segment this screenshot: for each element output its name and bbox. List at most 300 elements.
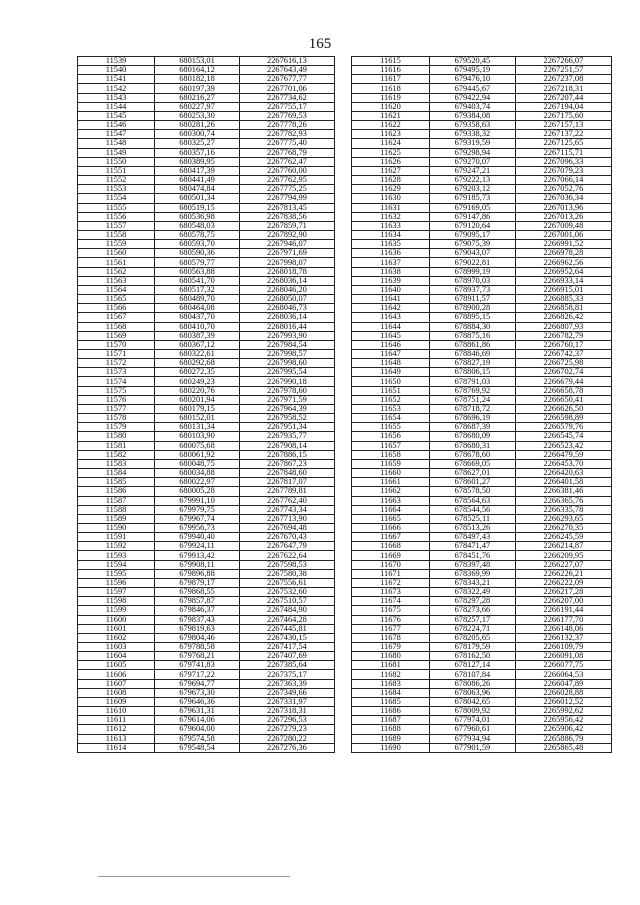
table-row — [352, 340, 612, 349]
x-coordinate-cell: 680389,95 — [155, 157, 240, 166]
x-coordinate-cell: 678042,65 — [430, 697, 516, 706]
table-row — [78, 707, 335, 716]
x-coordinate-cell: 680536,98 — [155, 212, 240, 221]
x-coordinate-cell: 680034,88 — [155, 469, 240, 478]
table-row — [352, 414, 612, 423]
page-number: 165 — [308, 36, 332, 52]
point-number-cell: 11548 — [78, 139, 155, 148]
y-coordinate-cell: 2267859,71 — [239, 221, 334, 230]
y-coordinate-cell: 2266933,14 — [515, 276, 611, 285]
y-coordinate-cell: 2266028,88 — [515, 688, 611, 697]
table-row — [78, 102, 335, 111]
x-coordinate-cell: 679857,87 — [155, 597, 240, 606]
y-coordinate-cell: 2266270,35 — [515, 523, 611, 532]
point-number-cell: 11611 — [78, 716, 155, 725]
y-coordinate-cell: 2267775,25 — [239, 185, 334, 194]
table-row — [78, 551, 335, 560]
x-coordinate-cell: 678601,27 — [430, 478, 516, 487]
point-number-cell: 11565 — [78, 295, 155, 304]
table-row — [78, 459, 335, 468]
x-coordinate-cell: 678687,39 — [430, 423, 516, 432]
point-number-cell: 11542 — [78, 84, 155, 93]
point-number-cell: 11575 — [78, 386, 155, 395]
point-number-cell: 11607 — [78, 679, 155, 688]
footer-rule — [98, 876, 290, 877]
x-coordinate-cell: 679717,22 — [155, 670, 240, 679]
y-coordinate-cell: 2267009,48 — [515, 221, 611, 230]
x-coordinate-cell: 679991,10 — [155, 496, 240, 505]
y-coordinate-cell: 2267445,81 — [239, 624, 334, 633]
point-number-cell: 11671 — [352, 569, 430, 578]
y-coordinate-cell: 2267643,49 — [239, 66, 334, 75]
x-coordinate-cell: 678827,19 — [430, 359, 516, 368]
x-coordinate-cell: 680437,70 — [155, 313, 240, 322]
y-coordinate-cell: 2267115,71 — [515, 148, 611, 157]
y-coordinate-cell: 2267175,60 — [515, 111, 611, 120]
y-coordinate-cell: 2266365,76 — [515, 496, 611, 505]
y-coordinate-cell: 2267762,47 — [239, 157, 334, 166]
x-coordinate-cell: 680489,70 — [155, 295, 240, 304]
y-coordinate-cell: 2266226,21 — [515, 569, 611, 578]
table-row — [78, 258, 335, 267]
x-coordinate-cell: 678471,47 — [430, 542, 516, 551]
point-number-cell: 11612 — [78, 725, 155, 734]
x-coordinate-cell: 680300,74 — [155, 130, 240, 139]
table-row — [78, 432, 335, 441]
x-coordinate-cell: 678911,57 — [430, 295, 516, 304]
table-row — [78, 230, 335, 239]
table-row — [78, 560, 335, 569]
y-coordinate-cell: 2268018,78 — [239, 267, 334, 276]
point-number-cell: 11616 — [352, 66, 430, 75]
point-number-cell: 11664 — [352, 505, 430, 514]
table-row — [78, 395, 335, 404]
x-coordinate-cell: 679673,30 — [155, 688, 240, 697]
table-row — [352, 652, 612, 661]
table-row — [352, 221, 612, 230]
table-row — [352, 551, 612, 560]
y-coordinate-cell: 2267598,53 — [239, 560, 334, 569]
x-coordinate-cell: 678369,99 — [430, 569, 516, 578]
point-number-cell: 11678 — [352, 633, 430, 642]
y-coordinate-cell: 2267013,26 — [515, 212, 611, 221]
table-row — [352, 496, 612, 505]
table-row — [352, 304, 612, 313]
coordinates-table-left — [77, 56, 335, 753]
point-number-cell: 11681 — [352, 661, 430, 670]
table-row — [78, 441, 335, 450]
x-coordinate-cell: 680367,12 — [155, 340, 240, 349]
table-row — [352, 560, 612, 569]
x-coordinate-cell: 680048,75 — [155, 459, 240, 468]
point-number-cell: 11687 — [352, 716, 430, 725]
point-number-cell: 11573 — [78, 368, 155, 377]
point-number-cell: 11655 — [352, 423, 430, 432]
table-row — [352, 66, 612, 75]
point-number-cell: 11595 — [78, 569, 155, 578]
x-coordinate-cell: 679147,86 — [430, 212, 516, 221]
table-row — [78, 716, 335, 725]
x-coordinate-cell: 678884,30 — [430, 322, 516, 331]
y-coordinate-cell: 2267266,07 — [515, 57, 611, 66]
x-coordinate-cell: 677901,59 — [430, 743, 516, 752]
y-coordinate-cell: 2266091,08 — [515, 652, 611, 661]
point-number-cell: 11592 — [78, 542, 155, 551]
point-number-cell: 11585 — [78, 478, 155, 487]
table-row — [78, 313, 335, 322]
point-number-cell: 11673 — [352, 588, 430, 597]
table-row — [352, 588, 612, 597]
point-number-cell: 11672 — [352, 578, 430, 587]
point-number-cell: 11639 — [352, 276, 430, 285]
x-coordinate-cell: 680519,15 — [155, 203, 240, 212]
y-coordinate-cell: 2267892,90 — [239, 230, 334, 239]
y-coordinate-cell: 2266214,87 — [515, 542, 611, 551]
point-number-cell: 11661 — [352, 478, 430, 487]
x-coordinate-cell: 678875,16 — [430, 331, 516, 340]
y-coordinate-cell: 2266962,56 — [515, 258, 611, 267]
y-coordinate-cell: 2266207,00 — [515, 597, 611, 606]
y-coordinate-cell: 2266626,50 — [515, 404, 611, 413]
x-coordinate-cell: 678846,69 — [430, 350, 516, 359]
y-coordinate-cell: 2267734,62 — [239, 93, 334, 102]
y-coordinate-cell: 2266453,70 — [515, 459, 611, 468]
y-coordinate-cell: 2266109,79 — [515, 643, 611, 652]
table-row — [352, 395, 612, 404]
table-row — [352, 57, 612, 66]
y-coordinate-cell: 2266479,59 — [515, 450, 611, 459]
point-number-cell: 11638 — [352, 267, 430, 276]
y-coordinate-cell: 2266978,28 — [515, 249, 611, 258]
table-row — [352, 670, 612, 679]
x-coordinate-cell: 678678,60 — [430, 450, 516, 459]
y-coordinate-cell: 2267532,60 — [239, 588, 334, 597]
point-number-cell: 11544 — [78, 102, 155, 111]
x-coordinate-cell: 678107,84 — [430, 670, 516, 679]
table-row — [78, 423, 335, 432]
point-number-cell: 11674 — [352, 597, 430, 606]
x-coordinate-cell: 679788,58 — [155, 643, 240, 652]
point-number-cell: 11625 — [352, 148, 430, 157]
x-coordinate-cell: 679646,36 — [155, 697, 240, 706]
point-number-cell: 11688 — [352, 725, 430, 734]
x-coordinate-cell: 680227,97 — [155, 102, 240, 111]
y-coordinate-cell: 2267280,22 — [239, 734, 334, 743]
point-number-cell: 11596 — [78, 578, 155, 587]
point-number-cell: 11663 — [352, 496, 430, 505]
table-row — [352, 697, 612, 706]
y-coordinate-cell: 2267296,53 — [239, 716, 334, 725]
point-number-cell: 11629 — [352, 185, 430, 194]
table-row — [352, 533, 612, 542]
y-coordinate-cell: 2268036,14 — [239, 313, 334, 322]
y-coordinate-cell: 2267677,77 — [239, 75, 334, 84]
y-coordinate-cell: 2267782,93 — [239, 130, 334, 139]
table-row — [352, 432, 612, 441]
x-coordinate-cell: 678224,71 — [430, 624, 516, 633]
y-coordinate-cell: 2267867,23 — [239, 459, 334, 468]
y-coordinate-cell: 2267971,69 — [239, 249, 334, 258]
y-coordinate-cell: 2266679,44 — [515, 377, 611, 386]
table-row — [78, 359, 335, 368]
x-coordinate-cell: 679043,07 — [430, 249, 516, 258]
x-coordinate-cell: 680590,36 — [155, 249, 240, 258]
x-coordinate-cell: 677974,01 — [430, 716, 516, 725]
table-row — [352, 643, 612, 652]
point-number-cell: 11539 — [78, 57, 155, 66]
y-coordinate-cell: 2266209,95 — [515, 551, 611, 560]
table-row — [78, 487, 335, 496]
x-coordinate-cell: 679956,73 — [155, 523, 240, 532]
point-number-cell: 11646 — [352, 340, 430, 349]
y-coordinate-cell: 2267990,18 — [239, 377, 334, 386]
point-number-cell: 11546 — [78, 121, 155, 130]
y-coordinate-cell: 2267013,96 — [515, 203, 611, 212]
x-coordinate-cell: 680197,39 — [155, 84, 240, 93]
table-row — [78, 121, 335, 130]
table-row — [78, 597, 335, 606]
table-row — [78, 606, 335, 615]
y-coordinate-cell: 2267775,40 — [239, 139, 334, 148]
y-coordinate-cell: 2267984,54 — [239, 340, 334, 349]
table-row — [352, 185, 612, 194]
x-coordinate-cell: 678680,31 — [430, 441, 516, 450]
x-coordinate-cell: 679694,77 — [155, 679, 240, 688]
table-row — [78, 331, 335, 340]
y-coordinate-cell: 2267036,34 — [515, 194, 611, 203]
table-row — [78, 203, 335, 212]
x-coordinate-cell: 680281,26 — [155, 121, 240, 130]
x-coordinate-cell: 680249,23 — [155, 377, 240, 386]
y-coordinate-cell: 2267066,14 — [515, 176, 611, 185]
x-coordinate-cell: 678451,76 — [430, 551, 516, 560]
table-row — [78, 212, 335, 221]
x-coordinate-cell: 678513,26 — [430, 523, 516, 532]
table-row — [352, 295, 612, 304]
x-coordinate-cell: 680325,27 — [155, 139, 240, 148]
point-number-cell: 11549 — [78, 148, 155, 157]
point-number-cell: 11560 — [78, 249, 155, 258]
point-number-cell: 11690 — [352, 743, 430, 752]
point-number-cell: 11576 — [78, 395, 155, 404]
y-coordinate-cell: 2267318,31 — [239, 707, 334, 716]
point-number-cell: 11545 — [78, 111, 155, 120]
table-row — [352, 633, 612, 642]
x-coordinate-cell: 679169,05 — [430, 203, 516, 212]
x-coordinate-cell: 679403,74 — [430, 102, 516, 111]
y-coordinate-cell: 2267622,64 — [239, 551, 334, 560]
y-coordinate-cell: 2267670,43 — [239, 533, 334, 542]
y-coordinate-cell: 2267978,60 — [239, 386, 334, 395]
y-coordinate-cell: 2267484,90 — [239, 606, 334, 615]
y-coordinate-cell: 2267946,07 — [239, 240, 334, 249]
y-coordinate-cell: 2267207,44 — [515, 93, 611, 102]
point-number-cell: 11581 — [78, 441, 155, 450]
table-row — [352, 679, 612, 688]
x-coordinate-cell: 680182,18 — [155, 75, 240, 84]
point-number-cell: 11584 — [78, 469, 155, 478]
x-coordinate-cell: 679247,21 — [430, 166, 516, 175]
x-coordinate-cell: 680220,76 — [155, 386, 240, 395]
y-coordinate-cell: 2266742,37 — [515, 350, 611, 359]
table-row — [352, 368, 612, 377]
table-row — [78, 194, 335, 203]
point-number-cell: 11577 — [78, 404, 155, 413]
y-coordinate-cell: 2267096,33 — [515, 157, 611, 166]
table-row — [78, 386, 335, 395]
table-row — [352, 267, 612, 276]
x-coordinate-cell: 680441,49 — [155, 176, 240, 185]
point-number-cell: 11588 — [78, 505, 155, 514]
x-coordinate-cell: 680593,70 — [155, 240, 240, 249]
point-number-cell: 11578 — [78, 414, 155, 423]
y-coordinate-cell: 2268036,14 — [239, 276, 334, 285]
table-row — [78, 661, 335, 670]
y-coordinate-cell: 2267407,69 — [239, 652, 334, 661]
x-coordinate-cell: 680501,34 — [155, 194, 240, 203]
point-number-cell: 11651 — [352, 386, 430, 395]
point-number-cell: 11620 — [352, 102, 430, 111]
point-number-cell: 11553 — [78, 185, 155, 194]
point-number-cell: 11642 — [352, 304, 430, 313]
y-coordinate-cell: 2266885,33 — [515, 295, 611, 304]
point-number-cell: 11543 — [78, 93, 155, 102]
table-row — [78, 111, 335, 120]
x-coordinate-cell: 680417,39 — [155, 166, 240, 175]
y-coordinate-cell: 2266381,46 — [515, 487, 611, 496]
y-coordinate-cell: 2267430,15 — [239, 633, 334, 642]
table-row — [352, 661, 612, 670]
y-coordinate-cell: 2267993,90 — [239, 331, 334, 340]
x-coordinate-cell: 679913,42 — [155, 551, 240, 560]
table-row — [352, 176, 612, 185]
point-number-cell: 11633 — [352, 221, 430, 230]
x-coordinate-cell: 680061,92 — [155, 450, 240, 459]
point-number-cell: 11618 — [352, 84, 430, 93]
point-number-cell: 11572 — [78, 359, 155, 368]
point-number-cell: 11556 — [78, 212, 155, 221]
x-coordinate-cell: 680164,12 — [155, 66, 240, 75]
x-coordinate-cell: 680152,01 — [155, 414, 240, 423]
table-row — [352, 743, 612, 752]
table-row — [78, 615, 335, 624]
point-number-cell: 11623 — [352, 130, 430, 139]
x-coordinate-cell: 679768,21 — [155, 652, 240, 661]
x-coordinate-cell: 680153,01 — [155, 57, 240, 66]
y-coordinate-cell: 2267951,34 — [239, 423, 334, 432]
x-coordinate-cell: 679924,11 — [155, 542, 240, 551]
table-row — [352, 725, 612, 734]
point-number-cell: 11594 — [78, 560, 155, 569]
point-number-cell: 11563 — [78, 276, 155, 285]
point-number-cell: 11613 — [78, 734, 155, 743]
table-row — [352, 313, 612, 322]
point-number-cell: 11685 — [352, 697, 430, 706]
point-number-cell: 11628 — [352, 176, 430, 185]
y-coordinate-cell: 2266858,81 — [515, 304, 611, 313]
y-coordinate-cell: 2267971,59 — [239, 395, 334, 404]
point-number-cell: 11684 — [352, 688, 430, 697]
point-number-cell: 11614 — [78, 743, 155, 752]
table-row — [78, 578, 335, 587]
y-coordinate-cell: 2266132,37 — [515, 633, 611, 642]
point-number-cell: 11568 — [78, 322, 155, 331]
point-number-cell: 11659 — [352, 459, 430, 468]
point-number-cell: 11627 — [352, 166, 430, 175]
y-coordinate-cell: 2267762,40 — [239, 496, 334, 505]
point-number-cell: 11570 — [78, 340, 155, 349]
x-coordinate-cell: 678009,92 — [430, 707, 516, 716]
point-number-cell: 11601 — [78, 624, 155, 633]
table-row — [78, 643, 335, 652]
y-coordinate-cell: 2266077,75 — [515, 661, 611, 670]
x-coordinate-cell: 679614,06 — [155, 716, 240, 725]
point-number-cell: 11605 — [78, 661, 155, 670]
point-number-cell: 11662 — [352, 487, 430, 496]
y-coordinate-cell: 2267349,66 — [239, 688, 334, 697]
y-coordinate-cell: 2267079,23 — [515, 166, 611, 175]
y-coordinate-cell: 2266335,78 — [515, 505, 611, 514]
x-coordinate-cell: 678578,50 — [430, 487, 516, 496]
y-coordinate-cell: 2267755,17 — [239, 102, 334, 111]
point-number-cell: 11615 — [352, 57, 430, 66]
point-number-cell: 11593 — [78, 551, 155, 560]
point-number-cell: 11621 — [352, 111, 430, 120]
table-row — [78, 496, 335, 505]
point-number-cell: 11590 — [78, 523, 155, 532]
table-row — [352, 386, 612, 395]
point-number-cell: 11636 — [352, 249, 430, 258]
point-number-cell: 11619 — [352, 93, 430, 102]
y-coordinate-cell: 2267279,23 — [239, 725, 334, 734]
y-coordinate-cell: 2267762,95 — [239, 176, 334, 185]
x-coordinate-cell: 679520,45 — [430, 57, 516, 66]
table-row — [78, 130, 335, 139]
y-coordinate-cell: 2267385,64 — [239, 661, 334, 670]
x-coordinate-cell: 678937,73 — [430, 285, 516, 294]
y-coordinate-cell: 2266222,09 — [515, 578, 611, 587]
point-number-cell: 11630 — [352, 194, 430, 203]
table-row — [78, 84, 335, 93]
y-coordinate-cell: 2267194,04 — [515, 102, 611, 111]
table-row — [352, 102, 612, 111]
y-coordinate-cell: 2266245,59 — [515, 533, 611, 542]
y-coordinate-cell: 2266702,74 — [515, 368, 611, 377]
y-coordinate-cell: 2267510,57 — [239, 597, 334, 606]
table-row — [78, 185, 335, 194]
y-coordinate-cell: 2267760,00 — [239, 166, 334, 175]
x-coordinate-cell: 678970,03 — [430, 276, 516, 285]
y-coordinate-cell: 2266012,52 — [515, 697, 611, 706]
table-row — [78, 295, 335, 304]
point-number-cell: 11626 — [352, 157, 430, 166]
x-coordinate-cell: 680578,75 — [155, 230, 240, 239]
point-number-cell: 11622 — [352, 121, 430, 130]
point-number-cell: 11675 — [352, 606, 430, 615]
y-coordinate-cell: 2267995,54 — [239, 368, 334, 377]
table-row — [78, 267, 335, 276]
x-coordinate-cell: 678564,63 — [430, 496, 516, 505]
table-row — [78, 276, 335, 285]
table-row — [352, 75, 612, 84]
x-coordinate-cell: 679203,12 — [430, 185, 516, 194]
table-row — [78, 542, 335, 551]
point-number-cell: 11608 — [78, 688, 155, 697]
y-coordinate-cell: 2267701,06 — [239, 84, 334, 93]
point-number-cell: 11555 — [78, 203, 155, 212]
point-number-cell: 11599 — [78, 606, 155, 615]
y-coordinate-cell: 2267935,77 — [239, 432, 334, 441]
